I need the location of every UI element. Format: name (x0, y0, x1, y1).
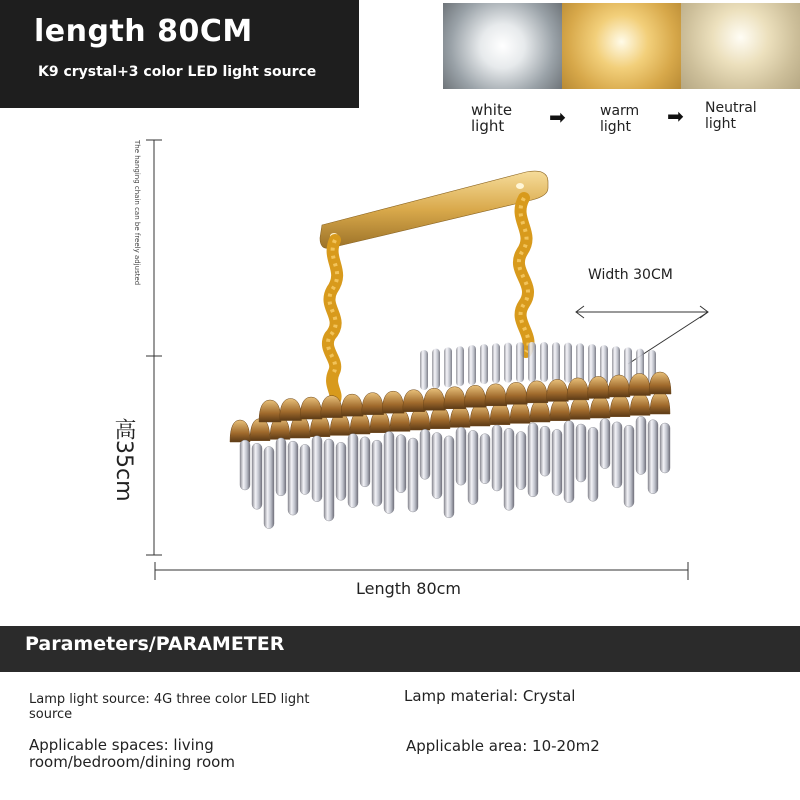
header-title: length 80CM (34, 14, 253, 49)
param-area: Applicable area: 10-20m2 (406, 737, 600, 755)
length-label: Length 80cm (356, 579, 462, 598)
height-label: 高35cm (111, 418, 136, 502)
header-subtitle: K9 crystal+3 color LED light source (38, 64, 317, 80)
arrow-right-icon: ➡ (549, 105, 566, 129)
neutral-light-label: Neutral light (705, 100, 757, 132)
param-spaces: Applicable spaces: living room/bedroom/dining room (29, 736, 235, 771)
canopy-bar (320, 171, 548, 248)
height-dimension-line (146, 140, 162, 555)
chandelier-body (230, 342, 671, 529)
length-dimension-line (155, 562, 688, 580)
hanging-chain-left (328, 240, 337, 400)
hanging-chain-right (519, 198, 529, 352)
chain-adjust-note: The hanging chain can be freely adjusted (133, 140, 141, 286)
width-label: Width 30CM (588, 267, 673, 283)
arrow-right-icon: ➡ (667, 104, 684, 128)
param-light-source: Lamp light source: 4G three color LED light source (29, 692, 310, 722)
param-material: Lamp material: Crystal (404, 687, 576, 705)
warm-light-label: warm light (600, 103, 640, 135)
white-light-label: white light (471, 101, 513, 135)
parameters-title: Parameters/PARAMETER (25, 633, 285, 655)
